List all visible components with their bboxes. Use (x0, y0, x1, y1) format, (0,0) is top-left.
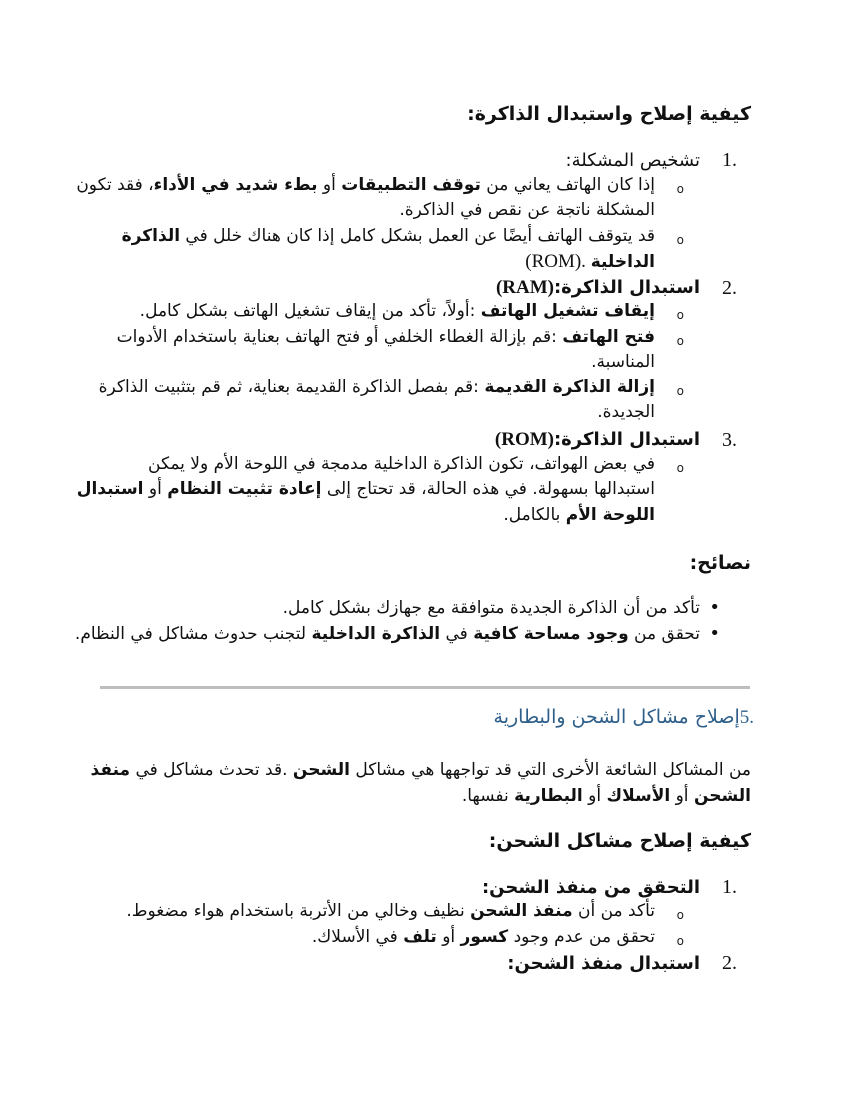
tips-heading: نصائح: (689, 552, 751, 574)
bullet-text: فتح الهاتف :قم بإزالة الغطاء الخلفي أو فتح الهاتف بعناية باستخدام الأدوات (116, 327, 655, 347)
item-title: استبدال الذاكرة:(RAM) (495, 277, 700, 298)
bullet-text: إزالة الذاكرة القديمة :قم بفصل الذاكرة القديمة بعناية، ثم قم بتثبيت الذاكرة (98, 377, 655, 397)
list-number: 1. (722, 149, 737, 171)
bullet-text-cont: اللوحة الأم بالكامل. (503, 505, 655, 525)
bullet-circle-icon: o (676, 308, 684, 322)
horizontal-divider (100, 686, 750, 689)
intro-text: من المشاكل الشائعة الأخرى التي قد تواجهها هي مشاكل الشحن .قد تحدث مشاكل في منفذ (90, 760, 751, 780)
bullet-circle-icon: o (676, 934, 684, 948)
bullet-text-cont: استبدالها بسهولة. في هذه الحالة، قد تحتاج إلى إعادة تثبيت النظام أو استبدال (76, 479, 655, 499)
section-title: 5.إصلاح مشاكل الشحن والبطارية (493, 706, 754, 728)
bullet-text-cont: الجديدة. (597, 402, 655, 422)
bullet-circle-icon: o (676, 461, 684, 475)
memory-heading: كيفية إصلاح واستبدال الذاكرة: (467, 103, 751, 125)
bullet-text: في بعض الهواتف، تكون الذاكرة الداخلية مدمجة في اللوحة الأم ولا يمكن (148, 454, 655, 474)
bullet-circle-icon: o (676, 334, 684, 348)
item-title: استبدال منفذ الشحن: (507, 953, 700, 974)
bullet-text: تأكد من أن منفذ الشحن نظيف وخالي من الأتربة باستخدام هواء مضغوط. (126, 901, 655, 921)
list-number: 2. (722, 277, 737, 299)
bullet-text-cont: المناسبة. (591, 352, 655, 372)
item-title: استبدال الذاكرة:(ROM) (494, 429, 700, 450)
tip-text: تأكد من أن الذاكرة الجديدة متوافقة مع جهازك بشكل كامل. (282, 598, 700, 618)
bullet-dot-icon: • (709, 623, 720, 644)
charging-heading: كيفية إصلاح مشاكل الشحن: (488, 830, 751, 852)
item-title: التحقق من منفذ الشحن: (481, 877, 700, 898)
tip-text: تحقق من وجود مساحة كافية في الذاكرة الداخلية لتجنب حدوث مشاكل في النظام. (74, 624, 700, 644)
bullet-text: إيقاف تشغيل الهاتف :أولاً، تأكد من إيقاف تشغيل الهاتف بشكل كامل. (139, 301, 655, 321)
list-number: 2. (722, 952, 737, 974)
list-number: 1. (722, 876, 737, 898)
bullet-text: إذا كان الهاتف يعاني من توقف التطبيقات أو بطء شديد في الأداء، فقد تكون (76, 175, 655, 195)
bullet-circle-icon: o (676, 182, 684, 196)
bullet-text: تحقق من عدم وجود كسور أو تلف في الأسلاك. (311, 927, 655, 947)
bullet-circle-icon: o (676, 908, 684, 922)
bullet-text-cont: الداخلية .(ROM) (525, 251, 655, 272)
bullet-text-cont: المشكلة ناتجة عن نقص في الذاكرة. (399, 200, 655, 220)
item-title: تشخيص المشكلة: (565, 150, 700, 171)
bullet-circle-icon: o (676, 233, 684, 247)
list-number: 3. (722, 429, 737, 451)
intro-text-cont: الشحن أو الأسلاك أو البطارية نفسها. (461, 786, 751, 806)
bullet-circle-icon: o (676, 384, 684, 398)
bullet-dot-icon: • (709, 597, 720, 618)
bullet-text: قد يتوقف الهاتف أيضًا عن العمل بشكل كامل إذا كان هناك خلل في الذاكرة (121, 226, 655, 246)
